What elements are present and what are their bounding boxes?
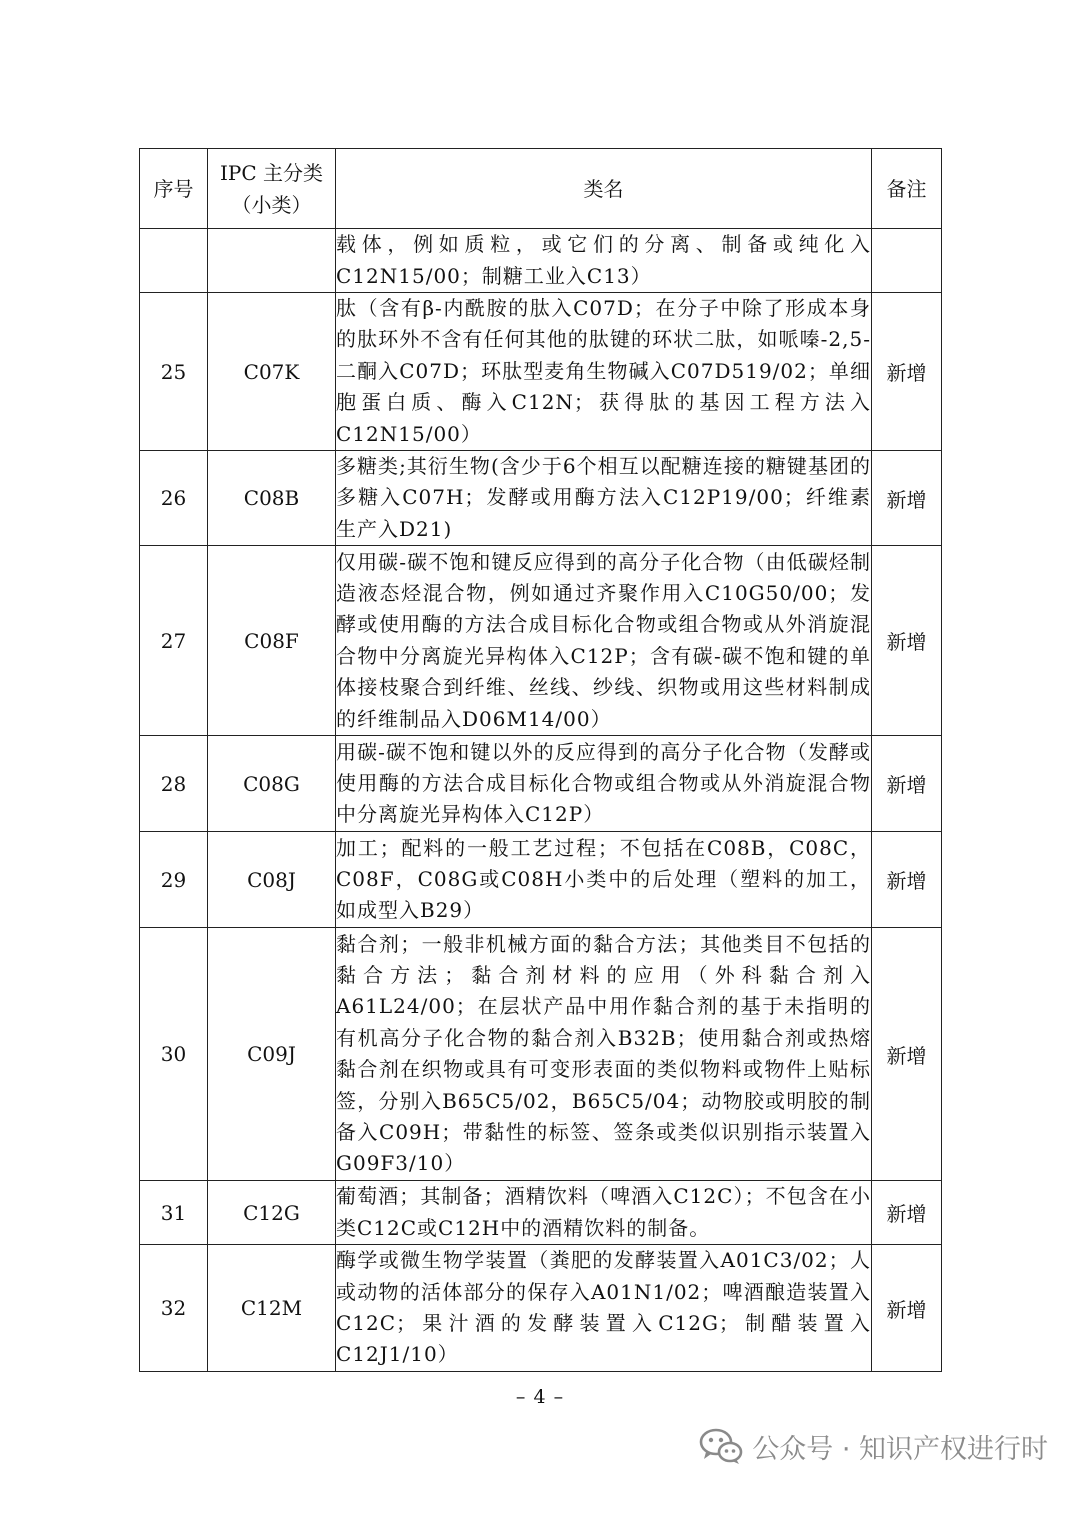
row-class-name-text: 载体，例如质粒，或它们的分离、制备或纯化入C12N15/00；制糖工业入C13） <box>336 232 871 288</box>
watermark-text: 公众号 · 知识产权进行时 <box>752 1433 1048 1465</box>
row-ipc-code <box>208 229 336 293</box>
row-class-name <box>336 736 872 832</box>
table-row <box>140 832 942 928</box>
row-num: 30 <box>140 928 208 1181</box>
row-ipc-code: C12M <box>208 1245 336 1372</box>
row-note: 新增 <box>872 293 942 451</box>
row-num: 32 <box>140 1245 208 1372</box>
row-class-name <box>336 1245 872 1372</box>
row-num: 25 <box>140 293 208 451</box>
row-ipc-code: C12G <box>208 1181 336 1245</box>
header-ipc <box>208 149 336 229</box>
row-ipc-code: C07K <box>208 293 336 451</box>
row-class-name-text: 多糖类;其衍生物(含少于6个相互以配糖连接的糖键基团的多糖入C07H；发酵或用酶方法入C12P19/00；纤维素生产入D21) <box>336 454 871 541</box>
row-class-name <box>336 229 872 293</box>
row-note <box>872 229 942 293</box>
row-ipc-code: C08F <box>208 546 336 736</box>
header-name: 类名 <box>336 149 872 229</box>
table-row <box>140 229 942 293</box>
table-header-row <box>140 149 942 229</box>
table-row <box>140 1245 942 1372</box>
header-ipc-line2: （小类） <box>231 192 312 217</box>
header-note: 备注 <box>872 149 942 229</box>
table-row <box>140 546 942 736</box>
row-ipc-code: C08B <box>208 451 336 546</box>
row-num: 26 <box>140 451 208 546</box>
row-num: 27 <box>140 546 208 736</box>
table-row <box>140 736 942 832</box>
row-class-name <box>336 1181 872 1245</box>
row-class-name <box>336 451 872 546</box>
row-class-name <box>336 832 872 928</box>
row-class-name-text: 肽（含有β-内酰胺的肽入C07D；在分子中除了形成本身的肽环外不含有任何其他的肽键的环状二肽，如哌嗪-2,5-二酮入C07D；环肽型麦角生物碱入C07D519/02；单细胞蛋白质、酶入C12N；获得肽的基因工程方法入C12N15/00） <box>336 296 871 446</box>
row-note: 新增 <box>872 451 942 546</box>
row-ipc-code: C08G <box>208 736 336 832</box>
row-class-name-text: 葡萄酒；其制备；酒精饮料（啤酒入C12C）；不包含在小类C12C或C12H中的酒精饮料的制备。 <box>336 1184 871 1240</box>
row-num: 29 <box>140 832 208 928</box>
row-ipc-code: C09J <box>208 928 336 1181</box>
table-row <box>140 293 942 451</box>
table-row <box>140 451 942 546</box>
row-note: 新增 <box>872 928 942 1181</box>
table-row <box>140 1181 942 1245</box>
row-note: 新增 <box>872 1181 942 1245</box>
row-num: 28 <box>140 736 208 832</box>
row-ipc-code: C08J <box>208 832 336 928</box>
row-class-name <box>336 546 872 736</box>
row-note: 新增 <box>872 736 942 832</box>
wechat-icon <box>698 1426 744 1466</box>
page-number: – 4 – <box>515 1386 565 1408</box>
header-ipc-line1: IPC 主分类 <box>219 160 324 185</box>
row-class-name-text: 黏合剂；一般非机械方面的黏合方法；其他类目不包括的黏合方法；黏合剂材料的应用（外科黏合剂入A61L24/00；在层状产品中用作黏合剂的基于未指明的有机高分子化合物的黏合剂入B32B；使用黏合剂或热熔黏合剂在织物或具有可变形表面的类似物料或物件上贴标签，分别入B65C5/02，B65C5/04；动物胶或明胶的制备入C09H；带黏性的标签、签条或类似识别指示装置入G09F3/10） <box>336 931 871 1176</box>
row-class-name-text: 仅用碳-碳不饱和键反应得到的高分子化合物（由低碳烃制造液态烃混合物，例如通过齐聚作用入C10G50/00；发酵或使用酶的方法合成目标化合物或组合物或从外消旋混合物中分离旋光异构体入C12P；含有碳-碳不饱和键的单体接枝聚合到纤维、丝线、纱线、织物或用这些材料制成的纤维制品入D06M14/00） <box>336 549 871 731</box>
ipc-table <box>139 148 942 1372</box>
row-class-name-text: 酶学或微生物学装置（粪肥的发酵装置入A01C3/02；人或动物的活体部分的保存入A01N1/02；啤酒酿造装置入C12C；果汁酒的发酵装置入C12G；制醋装置入C12J1/10） <box>336 1248 871 1367</box>
row-class-name-text: 用碳-碳不饱和键以外的反应得到的高分子化合物（发酵或使用酶的方法合成目标化合物或组合物或从外消旋混合物中分离旋光异构体入C12P） <box>336 739 871 827</box>
row-num <box>140 229 208 293</box>
row-num: 31 <box>140 1181 208 1245</box>
row-class-name-text: 加工；配料的一般工艺过程；不包括在C08B，C08C，C08F，C08G或C08H小类中的后处理（塑料的加工，如成型入B29） <box>336 835 871 923</box>
row-note: 新增 <box>872 832 942 928</box>
header-num: 序号 <box>140 149 208 229</box>
row-note: 新增 <box>872 546 942 736</box>
row-class-name <box>336 293 872 451</box>
watermark <box>698 1426 1048 1466</box>
table-row <box>140 928 942 1181</box>
row-note: 新增 <box>872 1245 942 1372</box>
row-class-name <box>336 928 872 1181</box>
